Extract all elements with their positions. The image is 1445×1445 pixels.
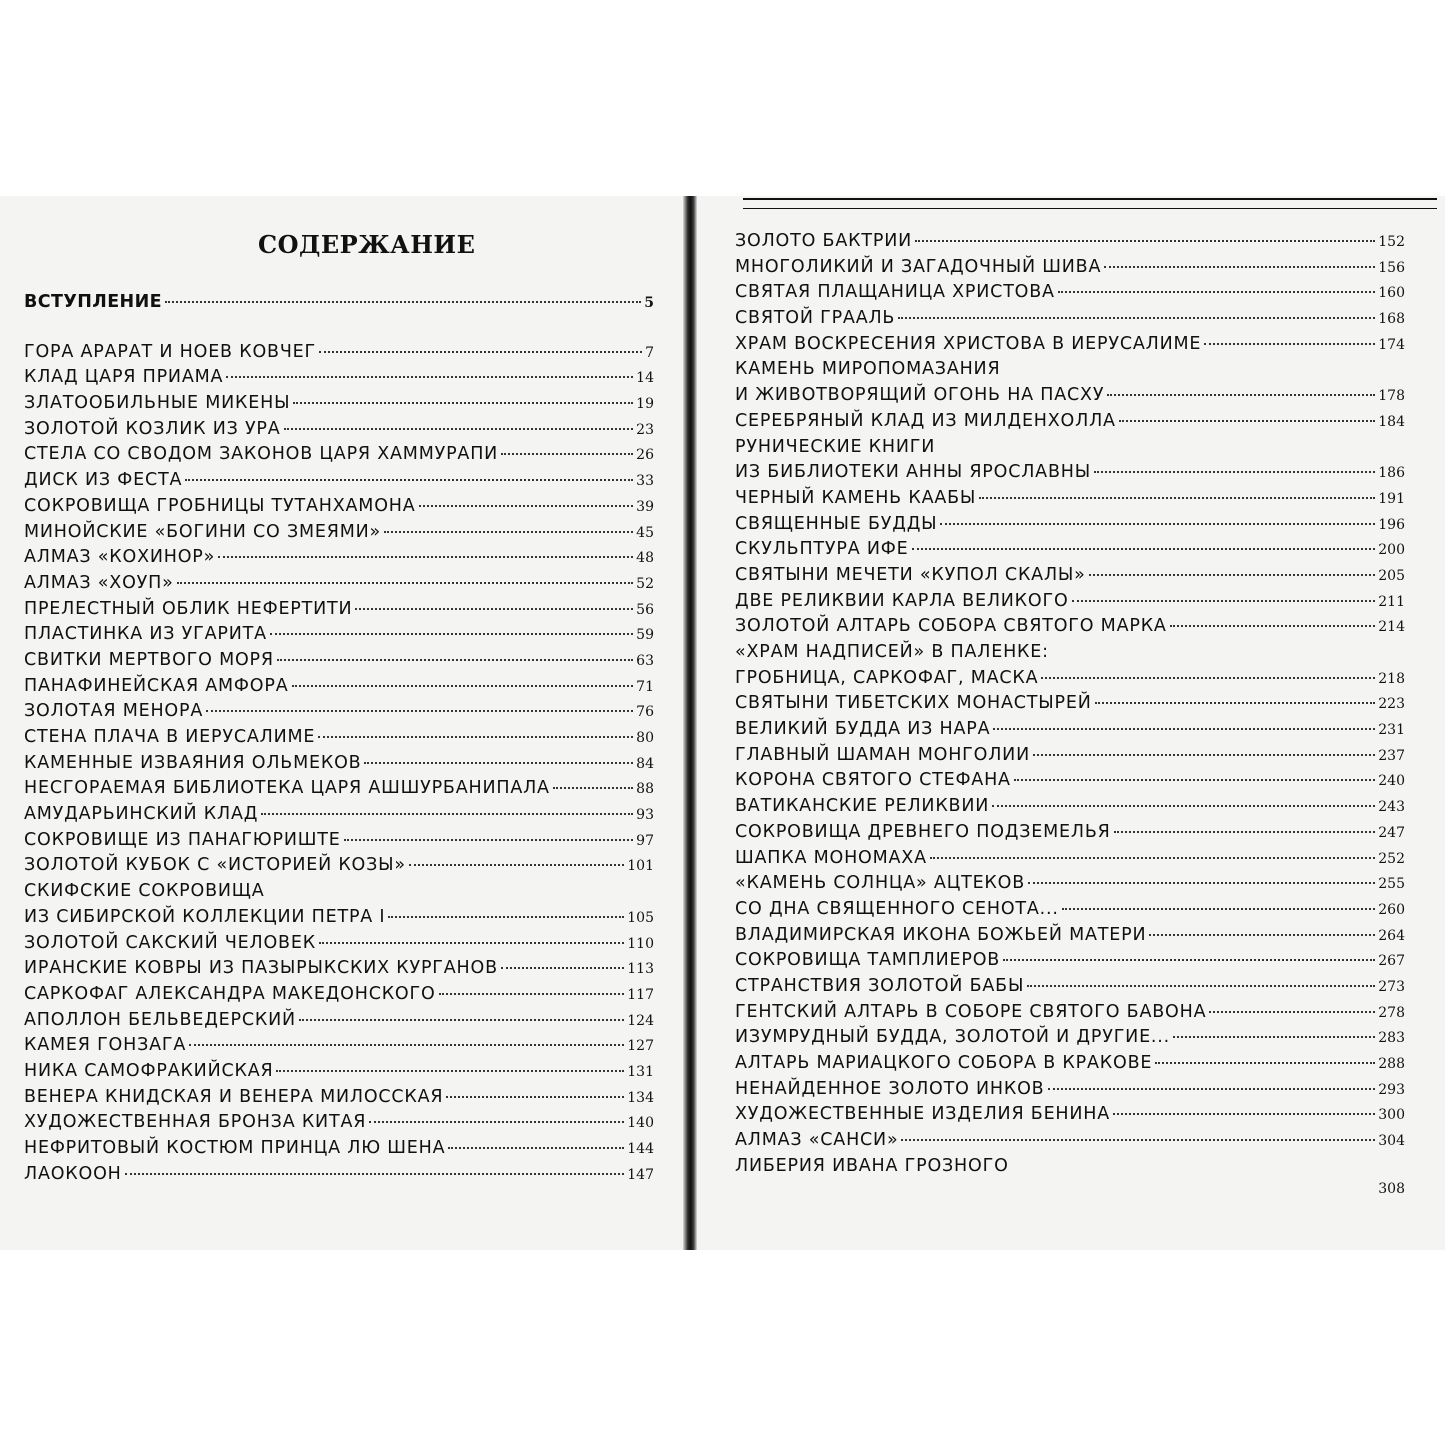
toc-entry-title: СВЯТАЯ ПЛАЩАНИЦА ХРИСТОВА	[735, 282, 1055, 303]
dot-leader	[1204, 343, 1375, 345]
toc-page-number: 273	[1378, 978, 1405, 995]
dot-leader	[1114, 831, 1376, 833]
toc-entry	[24, 984, 654, 1010]
toc-entry	[24, 522, 654, 548]
dot-leader	[355, 608, 633, 610]
toc-entry-title: СОКРОВИЩА ГРОБНИЦЫ ТУТАНХАМОНА	[24, 495, 416, 516]
toc-entry	[735, 950, 1405, 976]
toc-entry-title: И ЖИВОТВОРЯЩИЙ ОГОНЬ НА ПАСХУ	[735, 385, 1105, 406]
toc-entry	[24, 701, 654, 727]
toc-entry	[735, 1002, 1405, 1028]
toc-page-number: 140	[627, 1115, 654, 1132]
toc-page-number: 178	[1378, 388, 1405, 405]
toc-page-number: 14	[636, 370, 654, 387]
toc-page-number: 59	[636, 627, 654, 644]
toc-entry	[24, 1164, 654, 1190]
toc-page-number: 278	[1378, 1004, 1405, 1021]
dot-leader	[1033, 754, 1375, 756]
toc-page-number: 252	[1378, 850, 1405, 867]
toc-page-number: 52	[636, 575, 654, 592]
toc-entry-title: ГОРА АРАРАТ И НОЕВ КОВЧЕГ	[24, 341, 316, 362]
toc-page-number: 105	[627, 909, 654, 926]
toc-entry	[24, 676, 654, 702]
toc-entry	[24, 804, 654, 830]
dot-leader	[1209, 1011, 1375, 1013]
toc-page-number: 264	[1378, 927, 1405, 944]
toc-page-number: 293	[1378, 1081, 1405, 1098]
dot-leader	[165, 301, 641, 303]
toc-entry	[24, 292, 654, 318]
toc-page-number: 84	[636, 755, 654, 772]
toc-entry-title: ГРОБНИЦА, САРКОФАГ, МАСКА	[735, 667, 1039, 688]
toc-page-number: 33	[636, 473, 654, 490]
toc-entry	[735, 437, 1405, 463]
toc-entry	[735, 899, 1405, 925]
toc-entry	[735, 385, 1405, 411]
dot-leader	[915, 240, 1375, 242]
dot-leader	[501, 453, 633, 455]
toc-entry-title: ЗОЛОТОЙ КУБОК С «ИСТОРИЕЙ КОЗЫ»	[24, 855, 406, 876]
toc-entry-title: ВЕНЕРА КНИДСКАЯ И ВЕНЕРА МИЛОССКАЯ	[24, 1086, 444, 1107]
dot-leader	[185, 479, 633, 481]
toc-page-number: 56	[636, 601, 654, 618]
toc-entry	[735, 796, 1405, 822]
toc-entry	[735, 411, 1405, 437]
toc-page-number: 19	[636, 396, 654, 413]
dot-leader	[439, 993, 625, 995]
toc-entry-title: АЛМАЗ «ХОУП»	[24, 572, 174, 593]
dot-leader	[277, 659, 633, 661]
toc-entry-title: ВСТУПЛЕНИЕ	[24, 292, 162, 312]
toc-page-number: 71	[636, 678, 654, 695]
toc-entry-title: ХРАМ ВОСКРЕСЕНИЯ ХРИСТОВА В ИЕРУСАЛИМЕ	[735, 333, 1202, 354]
toc-entry	[24, 933, 654, 959]
toc-entry-title: ИЗУМРУДНЫЙ БУДДА, ЗОЛОТОЙ И ДРУГИЕ...	[735, 1027, 1171, 1048]
toc-entry	[24, 599, 654, 625]
toc-entry	[24, 1061, 654, 1087]
toc-entry-title: СОКРОВИЩА ДРЕВНЕГО ПОДЗЕМЕЛЬЯ	[735, 821, 1111, 842]
toc-entry-title: НИКА САМОФРАКИЙСКАЯ	[24, 1060, 274, 1081]
toc-page-number: 45	[636, 524, 654, 541]
dot-leader	[912, 548, 1376, 550]
toc-entry-title: ЗОЛОТОЙ АЛТАРЬ СОБОРА СВЯТОГО МАРКА	[735, 616, 1167, 637]
toc-entry	[24, 778, 654, 804]
toc-entry	[735, 231, 1405, 257]
dot-leader	[1155, 1062, 1375, 1064]
toc-entry	[735, 591, 1405, 617]
toc-entry	[24, 907, 654, 933]
toc-entry-title: КОРОНА СВЯТОГО СТЕФАНА	[735, 770, 1011, 791]
toc-entry	[735, 282, 1405, 308]
toc-entry-title: ПАНАФИНЕЙСКАЯ АМФОРА	[24, 675, 289, 696]
toc-page-number: 80	[636, 730, 654, 746]
dot-leader	[218, 556, 633, 558]
toc-page-number: 127	[627, 1038, 654, 1055]
toc-entry	[24, 1138, 654, 1164]
toc-entry-title: КАМЕННЫЕ ИЗВАЯНИЯ ОЛЬМЕКОВ	[24, 752, 362, 773]
dot-leader	[1113, 1113, 1375, 1115]
dot-leader	[501, 967, 624, 969]
open-book	[0, 196, 1445, 1250]
dot-leader	[1089, 574, 1376, 576]
toc-entry	[735, 925, 1405, 951]
toc-entry	[735, 822, 1405, 848]
dot-leader	[364, 762, 633, 764]
toc-entry	[24, 547, 654, 573]
toc-page-number: 218	[1378, 670, 1405, 687]
toc-page-number: 76	[636, 704, 654, 721]
toc-page-number: 23	[636, 421, 654, 438]
toc-entry-title: ЗОЛОТАЯ МЕНОРА	[24, 701, 204, 722]
toc-entry	[24, 1087, 654, 1113]
toc-entry-title: ВЛАДИМИРСКАЯ ИКОНА БОЖЬЕЙ МАТЕРИ	[735, 924, 1147, 945]
toc-entry	[735, 257, 1405, 283]
toc-entry-title: ЗОЛОТОЙ САКСКИЙ ЧЕЛОВЕК	[24, 932, 316, 953]
toc-page-number: 223	[1378, 696, 1405, 713]
toc-page-number: 174	[1378, 336, 1405, 353]
toc-page-number: 267	[1378, 953, 1405, 970]
toc-entry	[735, 1104, 1405, 1130]
toc-entry-title: МИНОЙСКИЕ «БОГИНИ СО ЗМЕЯМИ»	[24, 521, 382, 542]
dot-leader	[125, 1173, 625, 1175]
toc-entry-title: МНОГОЛИКИЙ И ЗАГАДОЧНЫЙ ШИВА	[735, 256, 1102, 277]
toc-page-number: 152	[1378, 234, 1405, 250]
dot-leader	[1041, 677, 1375, 679]
toc-entry-title: СТРАНСТВИЯ ЗОЛОТОЙ БАБЫ	[735, 975, 1025, 996]
toc-entry-title: ХУДОЖЕСТВЕННЫЕ ИЗДЕЛИЯ БЕНИНА	[735, 1104, 1111, 1125]
toc-entry	[735, 693, 1405, 719]
header-rule-thick	[743, 198, 1437, 200]
toc-entry	[735, 1181, 1405, 1207]
toc-page-number: 300	[1378, 1107, 1405, 1124]
toc-entry-title: ЗЛАТООБИЛЬНЫЕ МИКЕНЫ	[24, 393, 291, 414]
toc-entry-title: СКУЛЬПТУРА ИФЕ	[735, 539, 909, 560]
toc-entry	[24, 573, 654, 599]
toc-page-number: 304	[1378, 1133, 1405, 1150]
toc-page-number: 113	[627, 961, 654, 978]
toc-entry-title: СВИТКИ МЕРТВОГО МОРЯ	[24, 649, 274, 670]
dot-leader	[384, 531, 633, 533]
dot-leader	[189, 1044, 624, 1046]
toc-page-number: 191	[1378, 490, 1405, 507]
toc-page-number: 144	[627, 1141, 654, 1157]
toc-entry-title: КАМЕНЬ МИРОПОМАЗАНИЯ	[735, 359, 1001, 380]
toc-entry	[735, 1156, 1405, 1182]
toc-entry-title: ЗОЛОТОЙ КОЗЛИК ИЗ УРА	[24, 418, 281, 439]
toc-entry-title: ЛАОКООН	[24, 1163, 122, 1184]
dot-leader	[930, 857, 1375, 859]
toc-entry	[24, 444, 654, 470]
toc-page-number: 5	[644, 295, 654, 311]
toc-entry-title: АЛМАЗ «САНСИ»	[735, 1130, 899, 1151]
dot-leader	[292, 685, 634, 687]
toc-entry-title: СВЯТЫНИ МЕЧЕТИ «КУПОЛ СКАЛЫ»	[735, 564, 1086, 585]
header-rules	[743, 198, 1437, 209]
toc-page-number: 231	[1378, 722, 1405, 739]
toc-entry-title: ХУДОЖЕСТВЕННАЯ БРОНЗА КИТАЯ	[24, 1112, 367, 1133]
toc-entry-title: СВЯЩЕННЫЕ БУДДЫ	[735, 513, 938, 534]
toc-page-number: 200	[1378, 542, 1405, 559]
toc-entry-title: СВЯТОЙ ГРААЛЬ	[735, 308, 896, 329]
toc-page-number: 88	[636, 781, 654, 798]
dot-leader	[1048, 1088, 1376, 1090]
toc-entry	[735, 462, 1405, 488]
toc-page-number: 214	[1378, 619, 1405, 636]
toc-entry-title: ИЗ БИБЛИОТЕКИ АННЫ ЯРОСЛАВНЫ	[735, 462, 1091, 483]
dot-leader	[284, 428, 634, 430]
toc-entry	[24, 470, 654, 496]
toc-entry-title: ПЛАСТИНКА ИЗ УГАРИТА	[24, 624, 267, 645]
toc-entry	[735, 848, 1405, 874]
dot-leader	[299, 1019, 624, 1021]
toc-entry	[24, 958, 654, 984]
dot-leader	[979, 497, 1375, 499]
toc-entry	[24, 727, 654, 753]
toc-entry-title: НЕНАЙДЕННОЕ ЗОЛОТО ИНКОВ	[735, 1078, 1045, 1099]
toc-entry	[24, 367, 654, 393]
dot-leader	[276, 1070, 624, 1072]
toc-entry	[24, 830, 654, 856]
toc-entry-title: СТЕЛА СО СВОДОМ ЗАКОНОВ ЦАРЯ ХАММУРАПИ	[24, 444, 499, 465]
toc-entry-title: СОКРОВИЩА ТАМПЛИЕРОВ	[735, 950, 1001, 971]
toc-entry	[24, 753, 654, 779]
toc-entry-title: СЕРЕБРЯНЫЙ КЛАД ИЗ МИЛДЕНХОЛЛА	[735, 410, 1116, 431]
toc-page-number: 26	[636, 447, 654, 464]
dot-leader	[293, 402, 633, 404]
toc-entry-title: ЛИБЕРИЯ ИВАНА ГРОЗНОГО	[735, 1155, 1009, 1176]
toc-entry	[24, 393, 654, 419]
toc-page-number: 260	[1378, 901, 1405, 918]
toc-entry-title: НЕСГОРАЕМАЯ БИБЛИОТЕКА ЦАРЯ АШШУРБАНИПАЛА	[24, 778, 550, 799]
toc-entry	[24, 650, 654, 676]
toc-entry	[735, 719, 1405, 745]
toc-entry	[735, 514, 1405, 540]
dot-leader	[226, 376, 633, 378]
book-spine	[683, 196, 697, 1250]
toc-page-number: 160	[1378, 285, 1405, 302]
toc-page-number: 288	[1378, 1056, 1405, 1072]
dot-leader	[1170, 625, 1376, 627]
toc-entry-title: АПОЛЛОН БЕЛЬВЕДЕРСКИЙ	[24, 1009, 296, 1030]
toc-entry	[735, 1079, 1405, 1105]
dot-leader	[319, 351, 642, 353]
toc-entry-title: НЕФРИТОВЫЙ КОСТЮМ ПРИНЦА ЛЮ ШЕНА	[24, 1138, 446, 1158]
dot-leader	[1094, 471, 1375, 473]
toc-page-number: 131	[627, 1063, 654, 1080]
dot-leader	[388, 916, 624, 918]
toc-page-number: 205	[1378, 567, 1405, 584]
dot-leader	[1104, 266, 1375, 268]
toc-entry	[24, 1010, 654, 1036]
dot-leader	[940, 523, 1375, 525]
left-page	[0, 196, 683, 1250]
dot-leader	[901, 1139, 1375, 1141]
toc-entry	[735, 616, 1405, 642]
toc-entry-title: ШАПКА МОНОМАХА	[735, 847, 927, 868]
page-title: СОДЕРЖАНИЕ	[258, 230, 476, 259]
toc-page-number: 211	[1378, 593, 1405, 610]
toc-entry	[735, 1053, 1405, 1079]
toc-entry	[24, 496, 654, 522]
dot-leader	[1107, 394, 1375, 396]
toc-entry-title: ЧЕРНЫЙ КАМЕНЬ КААБЫ	[735, 487, 977, 508]
toc-entry-title: ПРЕЛЕСТНЫЙ ОБЛИК НЕФЕРТИТИ	[24, 598, 353, 619]
toc-list-right	[735, 231, 1405, 1207]
dot-leader	[1014, 779, 1375, 781]
toc-entry	[735, 488, 1405, 514]
dot-leader	[992, 805, 1375, 807]
dot-leader	[1003, 959, 1375, 961]
toc-entry	[24, 1112, 654, 1138]
toc-entry-title: ГЕНТСКИЙ АЛТАРЬ В СОБОРЕ СВЯТОГО БАВОНА	[735, 1001, 1207, 1022]
toc-entry-title: ЗОЛОТО БАКТРИИ	[735, 231, 912, 251]
toc-entry	[24, 1035, 654, 1061]
toc-page-number: 110	[627, 935, 654, 952]
toc-entry-title: РУНИЧЕСКИЕ КНИГИ	[735, 436, 936, 457]
toc-entry	[735, 642, 1405, 668]
toc-entry-title: СВЯТЫНИ ТИБЕТСКИХ МОНАСТЫРЕЙ	[735, 693, 1092, 714]
toc-entry-title: АЛТАРЬ МАРИАЦКОГО СОБОРА В КРАКОВЕ	[735, 1053, 1153, 1073]
toc-page-number: 97	[636, 832, 654, 849]
dot-leader	[344, 839, 634, 841]
toc-page-number: 237	[1378, 747, 1405, 764]
toc-entry	[24, 624, 654, 650]
toc-entry-title: «КАМЕНЬ СОЛНЦА» АЦТЕКОВ	[735, 873, 1026, 894]
toc-entry-title: ИРАНСКИЕ КОВРЫ ИЗ ПАЗЫРЫКСКИХ КУРГАНОВ	[24, 958, 498, 979]
toc-entry	[24, 419, 654, 445]
toc-entry	[24, 342, 654, 368]
dot-leader	[1149, 934, 1375, 936]
dot-leader	[261, 813, 633, 815]
dot-leader	[553, 787, 633, 789]
toc-page-number: 283	[1378, 1030, 1405, 1047]
dot-leader	[1028, 882, 1375, 884]
dot-leader	[319, 942, 624, 944]
dot-leader	[318, 736, 633, 738]
toc-entry-title: ВАТИКАНСКИЕ РЕЛИКВИИ	[735, 796, 990, 817]
toc-list-left	[24, 292, 654, 1189]
toc-page-number: 255	[1378, 876, 1405, 893]
toc-entry-title: САРКОФАГ АЛЕКСАНДРА МАКЕДОНСКОГО	[24, 983, 436, 1004]
toc-entry	[735, 873, 1405, 899]
toc-entry-title: ИЗ СИБИРСКОЙ КОЛЛЕКЦИИ ПЕТРА I	[24, 906, 386, 927]
toc-page-number: 147	[627, 1166, 654, 1183]
toc-entry	[735, 976, 1405, 1002]
header-rule-thin	[743, 208, 1437, 209]
dot-leader	[419, 505, 634, 507]
toc-page-number: 93	[636, 807, 654, 824]
toc-entry	[735, 1027, 1405, 1053]
dot-leader	[898, 317, 1375, 319]
dot-leader	[448, 1147, 624, 1149]
toc-page-number: 247	[1378, 824, 1405, 841]
toc-page-number: 117	[627, 986, 654, 1003]
toc-entry-title: КАМЕЯ ГОНЗАГА	[24, 1035, 187, 1056]
dot-leader	[206, 710, 633, 712]
toc-entry	[735, 359, 1405, 385]
toc-page-number: 48	[636, 550, 654, 567]
toc-entry-title: СОКРОВИЩЕ ИЗ ПАНАГЮРИШТЕ	[24, 829, 341, 850]
toc-entry	[735, 565, 1405, 591]
toc-entry-title: АМУДАРЬИНСКИЙ КЛАД	[24, 804, 259, 825]
toc-entry-title: «ХРАМ НАДПИСЕЙ» В ПАЛЕНКЕ:	[735, 642, 1049, 662]
toc-entry	[735, 539, 1405, 565]
toc-page-number: 186	[1378, 465, 1405, 482]
toc-entry-title: ДВЕ РЕЛИКВИИ КАРЛА ВЕЛИКОГО	[735, 590, 1069, 611]
toc-entry-title: СКИФСКИЕ СОКРОВИЩА	[24, 881, 265, 902]
toc-entry	[735, 1130, 1405, 1156]
toc-entry-title: СТЕНА ПЛАЧА В ИЕРУСАЛИМЕ	[24, 727, 316, 747]
toc-entry	[735, 745, 1405, 771]
dot-leader	[1027, 985, 1375, 987]
toc-page-number: 7	[645, 344, 654, 361]
toc-page-number: 308	[1378, 1181, 1405, 1198]
dot-leader	[369, 1121, 624, 1123]
toc-page-number: 101	[627, 858, 654, 875]
toc-entry-title: СО ДНА СВЯЩЕННОГО СЕНОТА...	[735, 898, 1059, 919]
dot-leader	[1173, 1036, 1375, 1038]
dot-leader	[270, 633, 633, 635]
dot-leader	[409, 864, 624, 866]
toc-entry	[735, 334, 1405, 360]
dot-leader	[177, 582, 634, 584]
toc-entry-title: КЛАД ЦАРЯ ПРИАМА	[24, 367, 224, 388]
toc-entry-title: ВЕЛИКИЙ БУДДА ИЗ НАРА	[735, 719, 991, 740]
toc-entry	[735, 770, 1405, 796]
toc-entry	[735, 668, 1405, 694]
toc-entry-title: АЛМАЗ «КОХИНОР»	[24, 547, 216, 568]
dot-leader	[993, 728, 1375, 730]
dot-leader	[446, 1096, 624, 1098]
toc-page-number: 124	[627, 1012, 654, 1029]
toc-page-number: 184	[1378, 413, 1405, 430]
dot-leader	[1119, 420, 1375, 422]
toc-entry	[24, 855, 654, 881]
dot-leader	[1095, 702, 1376, 704]
toc-page-number: 63	[636, 652, 654, 669]
right-page	[697, 196, 1445, 1250]
toc-page-number: 134	[627, 1089, 654, 1106]
toc-page-number: 240	[1378, 773, 1405, 790]
toc-entry	[735, 308, 1405, 334]
toc-entry-title: ГЛАВНЫЙ ШАМАН МОНГОЛИИ	[735, 744, 1030, 765]
toc-page-number: 243	[1378, 799, 1405, 816]
toc-entry	[24, 881, 654, 907]
toc-page-number: 39	[636, 498, 654, 515]
toc-page-number: 156	[1378, 259, 1405, 276]
toc-page-number: 168	[1378, 311, 1405, 328]
dot-leader	[1062, 908, 1376, 910]
toc-page-number: 196	[1378, 516, 1405, 533]
toc-entry-title: ДИСК ИЗ ФЕСТА	[24, 470, 183, 491]
dot-leader	[1058, 291, 1375, 293]
dot-leader	[1072, 600, 1376, 602]
